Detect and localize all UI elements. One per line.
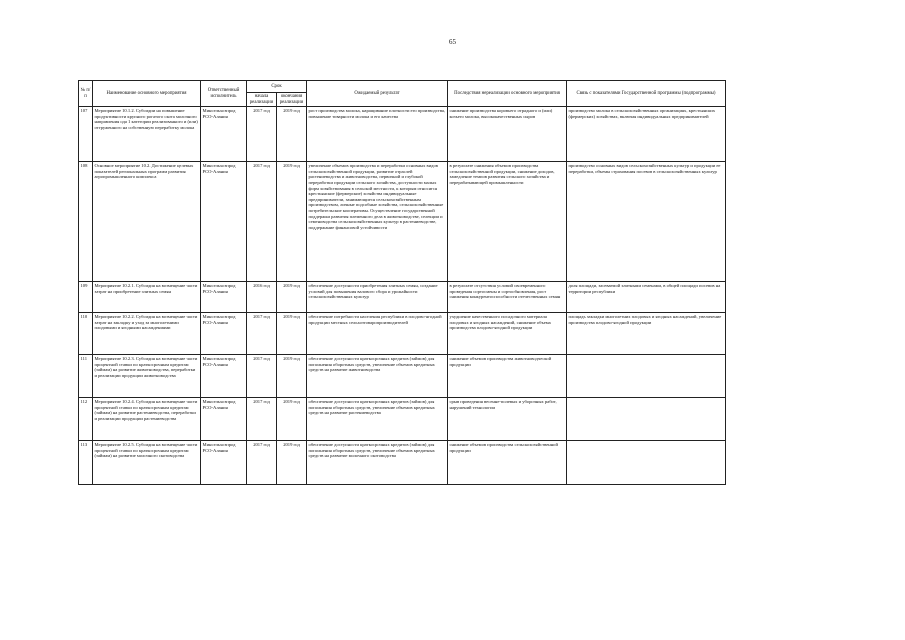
cell-result: увеличение объемов производства и переработки основных видов сельскохозяйственной продукции, развитие отраслей растениеводства и животноводства, первичной и глубокой переработки продукции сельского хозяйства, доступности малых форм хозяйствования в сельской местности, к которым относятся крестьянские (фермерские) хозяйства индивидуальные предприниматели, занимающиеся сельскохозяйственным производством, личные подсобные хозяйства, сельскохозяйственные потребительские кооперативы. Осуществление государственной поддержки развития племенного дела в животноводстве, селекции и семеноводства сельскохозяйственных культур в растениеводстве, поддержание финансовой устойчивости [307, 162, 448, 282]
header-num: № п/п [79, 81, 93, 107]
cell-num: 113 [79, 441, 93, 485]
cell-end: 2019 год [277, 398, 307, 441]
table-row [79, 398, 726, 441]
table-row [79, 107, 726, 162]
cell-name: Мероприятие 10.2.1. Субсидия на возмещение части затрат на приобретение элитных семян [93, 282, 201, 313]
table-row [79, 355, 726, 398]
header-start: начала реализации [247, 93, 277, 107]
cell-num: 109 [79, 282, 93, 313]
cell-name: Мероприятие 10.2.4. Субсидия на возмещение части процентной ставки по краткосрочным кредитам (займам) на развитие растениеводства, переработки и реализации продукции растениеводства [93, 398, 201, 441]
header-end: окончания реализации [277, 93, 307, 107]
cell-num: 112 [79, 398, 93, 441]
cell-num: 108 [79, 162, 93, 282]
table-row [79, 282, 726, 313]
cell-link [567, 355, 726, 398]
cell-responsible: Минсельхозпрод РСО-Алания [201, 162, 247, 282]
cell-start: 2017 год [247, 107, 277, 162]
cell-end: 2019 год [277, 282, 307, 313]
cell-link: производство основных видов сельскохозяйственных культур и продукции ее переработки, объемы страхования посевов в сельскохозяйственных культур [567, 162, 726, 282]
cell-num: 110 [79, 313, 93, 355]
cell-end: 2019 год [277, 441, 307, 485]
header-link: Связь с показателями Государственной программы (подпрограммы) [567, 81, 726, 107]
cell-consequences: срыв проведения весенне-полевых и уборочных работ, нарушений технологии [448, 398, 567, 441]
cell-name: Мероприятие 10.1.2. Субсидии на повышение продуктивности крупного рогатого скота молочного направления ода 1 категории реализованного и (или) отгруженного на собственную переработку молока [93, 107, 201, 162]
cell-start: 2017 год [247, 441, 277, 485]
cell-consequences: в результате снижения объемов производства сельскохозяйственной продукции, снижение доходов, замедление темпов развития сельского хозяйства и перерабатывающей промышленности [448, 162, 567, 282]
table-row [79, 441, 726, 485]
cell-end: 2019 год [277, 313, 307, 355]
cell-responsible: Минсельхозпрод РСО-Алания [201, 313, 247, 355]
cell-responsible: Минсельхозпрод РСО-Алания [201, 441, 247, 485]
cell-responsible: Минсельхозпрод РСО-Алания [201, 398, 247, 441]
header-consequences: Последствия нереализации основного мероприятия [448, 81, 567, 107]
cell-consequences: снижение объемов производства сельскохозяйственной продукции [448, 441, 567, 485]
page-number: 65 [449, 38, 456, 46]
cell-result: обеспечение доступности краткосрочных кредитов (займов) для пополнения оборотных средств, увеличение объемов кредитных средств на развитие молочного скотоводства [307, 441, 448, 485]
cell-link: доля площади, засеваемой элитными семенами, в общей площади посевов на территории республики [567, 282, 726, 313]
cell-consequences: снижение производства коровьего отрадного и (или) козьего молока, высококачественных сыров [448, 107, 567, 162]
cell-start: 2017 год [247, 313, 277, 355]
measures-table [78, 80, 726, 485]
header-responsible: Ответственный исполнитель [201, 81, 247, 107]
cell-result: обеспечение доступности приобретения элитных семян, создание условий для повышения валового сбора и урожайности сельскохозяйственных культур [307, 282, 448, 313]
cell-link: площадь закладки многолетних плодовых и ягодных насаждений, увеличение производства плодово-ягодной продукции [567, 313, 726, 355]
header-term: Срок [247, 81, 307, 93]
table-row [79, 162, 726, 282]
cell-responsible: Минсельхозпрод РСО-Алания [201, 107, 247, 162]
cell-link [567, 398, 726, 441]
cell-name: Основное мероприятие 10.2. Достижение целевых показателей региональных программ развития агропромышленного комплекса [93, 162, 201, 282]
header-result: Ожидаемый результат [307, 81, 448, 107]
cell-end: 2019 год [277, 107, 307, 162]
cell-result: обеспечение доступности краткосрочных кредитов (займов) для пополнения оборотных средств, увеличение объемов кредитных средств на развитие животноводства [307, 355, 448, 398]
cell-result: обеспечение доступности краткосрочных кредитов (займов) для пополнения оборотных средств, увеличение объемов кредитных средств на развитие растениеводства [307, 398, 448, 441]
cell-name: Мероприятие 10.2.5. Субсидия на возмещение части процентной ставки по краткосрочным кредитам (займам) на развитие молочного скотоводства [93, 441, 201, 485]
cell-num: 107 [79, 107, 93, 162]
cell-link [567, 441, 726, 485]
cell-consequences: в результате отсутствия условий своевременного проведения сортосмены и сортообновления, рост снижения конкурентоспособности отечественных семян [448, 282, 567, 313]
table-row [79, 313, 726, 355]
cell-name: Мероприятие 10.2.2. Субсидия на возмещение части затрат на закладку и уход за многолетними плодовыми и ягодными насаждениями [93, 313, 201, 355]
cell-start: 2017 год [247, 398, 277, 441]
cell-consequences: снижение объемов производства животноводческой продукции [448, 355, 567, 398]
cell-consequences: ухудшение качественного посадочного материала плодовых и ягодных насаждений, снижение объема производства плодово-ягодной продукции [448, 313, 567, 355]
cell-result: рост производства молока, наращивание плотности его производства, повышение товарности молока и его качества [307, 107, 448, 162]
cell-end: 2019 год [277, 162, 307, 282]
cell-responsible: Минсельхозпрод РСО-Алания [201, 282, 247, 313]
cell-responsible: Минсельхозпрод РСО-Алания [201, 355, 247, 398]
cell-link: производство молока в сельскохозяйственных организациях, крестьянских (фермерских) хозяйствах, включая индивидуальных предпринимателей [567, 107, 726, 162]
cell-num: 111 [79, 355, 93, 398]
cell-start: 2017 год [247, 162, 277, 282]
cell-name: Мероприятие 10.2.3. Субсидия на возмещение части процентной ставки по краткосрочным кредитам (займам) на развитие животноводства, переработки и реализации продукции животноводства [93, 355, 201, 398]
cell-start: 2017 год [247, 355, 277, 398]
cell-end: 2019 год [277, 355, 307, 398]
header-name: Наименование основного мероприятия [93, 81, 201, 107]
cell-result: обеспечение потребности населения республики в плодово-ягодной продукции местных сельхозтоваропроизводителей [307, 313, 448, 355]
cell-start: 2016 год [247, 282, 277, 313]
